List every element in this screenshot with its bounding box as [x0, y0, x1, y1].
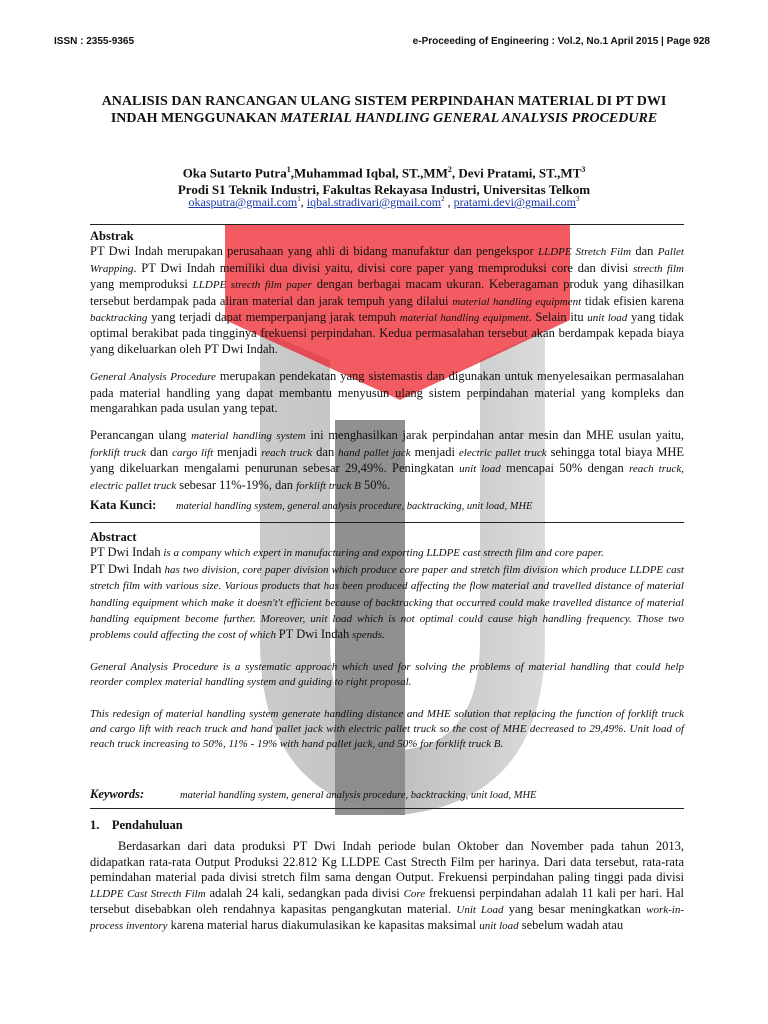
abstrak-para-1: PT Dwi Indah merupakan perusahaan yang ahli di bidang manufaktur dan pengekspor LLDPE Stretch Film dan Pallet Wrapping. PT Dwi Indah memiliki dua divisi yaitu, divisi core paper yang memproduksi core dan divisi strecth film yang memproduksi LLDPE strecth film paper dengan berbagai macam ukuran. Keberagaman produk yang dihasilkan tersebut berdampak pada aliran material dan jarak tempuh yang dilalui material handling equipment tidak efisien karena backtracking yang terjadi dapat memperpanjang jarak tempuh material handling equipment. Selain itu unit load yang tidak optimal berakibat pada tingginya frekuensi perpindahan. Kedua permasalahan tersebut akan berdampak kepada biaya yang dikeluarkan oleh PT Dwi Indah. [90, 244, 685, 356]
keywords-text: material handling system, general analysis procedure, backtracking, unit load, MHE [180, 790, 537, 801]
pendahuluan-para-1: Berdasarkan dari data produksi PT Dwi Indah periode bulan Oktober dan November pada tahun 2013, didapatkan rata-rata Output Produksi 22.812 Kg LLDPE Cast Strecth Film per harinya. Dari data tersebut, rata-rata pemindahan material pada divisi stretch film sama dengan Output. Frekuensi perpindahan paling tinggi pada divisi LLDPE Cast Strecth Film adalah 24 kali, sedangkan pada divisi Core frekuensi perpindahan adalah 11 kali per hari. Hal tersebut disebabkan oleh rendahnya kapasitas pengangkutan material. Unit Load yang besar meningkatkan work-in-process inventory karena material harus diakumulasikan ke kapasitas maksimal unit load sebelum wadah atau [90, 839, 684, 933]
abstrak-para-2: General Analysis Procedure merupakan pendekatan yang sistemastis dan digunakan untuk menyelesaikan permasalahan pada material handling yang dapat membantu menyusun ulang sistem perpindahan material yang kompleks dan mengarahkan pada usulan yang tepat. [90, 369, 684, 416]
paper-title: ANALISIS DAN RANCANGAN ULANG SISTEM PERPINDAHAN MATERIAL DI PT DWI INDAH MENGGUNAKAN MATERIAL HANDLING GENERAL ANALYSIS PROCEDURE [101, 94, 667, 126]
abstrak-section [90, 229, 684, 494]
keywords-label: Keywords: [90, 787, 145, 801]
pendahuluan-section [90, 818, 684, 935]
author-block: Oka Sutarto Putra$^1$,Muhammad Iqbal, $ST.,MM^2$, Devi Pratami, $ST.,MT^3$ Prodi S1 Teknik Industri, Fakultas Rekayasa Industri, Universitas Telkom [80, 161, 688, 198]
abstract-para-2: General Analysis Procedure is a systematic approach which used for solving the problems of material handling that could help reorder complex material handling system and guiding to right proposal. [90, 660, 684, 689]
kata-kunci-label: Kata Kunci: [90, 498, 157, 512]
abstrak-heading: Abstrak [90, 229, 134, 243]
divider [90, 224, 684, 225]
kata-kunci-text: material handling system, general analysis procedure, backtracking, unit load, MHE [176, 501, 533, 512]
abstract-section [90, 530, 684, 753]
abstrak-para-3: Perancangan ulang material handling system ini menghasilkan jarak perpindahan antar mesin dan MHE usulan yaitu, forklift truck dan cargo lift menjadi reach truck dan hand pallet jack menjadi electric pallet truck sehingga total biaya MHE yang dikeluarkan mengalami penurunan sebesar 29,49%. Peningkatan unit load mencapai 50% dengan reach truck, electric pallet truck sebesar 11%-19%, dan forklift truck B 50%. [90, 428, 685, 492]
keywords-row [90, 787, 684, 802]
abstract-para-3: This redesign of material handling system generate handling distance and MHE solution that replacing the function of forklift truck and cargo lift with reach truck and hand pallet jack with electric pallet truck so the cost of MHE decreased to 29,49%. Unit load of reach truck increasing to 50%, 11% - 19% with hand pallet jack, and 50% for forklift truck B. [90, 707, 684, 751]
pendahuluan-heading: 1. Pendahuluan [90, 818, 183, 832]
email-link-3[interactable]: pratami.devi@gmail.com [453, 195, 576, 209]
divider [90, 808, 684, 809]
email-link-1[interactable]: okasputra@gmail.com [188, 195, 298, 209]
divider [90, 522, 684, 523]
author-emails: okasputra@gmail.com$^1$, iqbal.stradivari@gmail.com$^2$ , pratami.devi@gmail.com$^3$ [188, 195, 580, 209]
proceeding-header: e-Proceeding of Engineering : Vol.2, No.1 April 2015 | Page 928 [412, 36, 710, 47]
email-link-2[interactable]: iqbal.stradivari@gmail.com [306, 195, 442, 209]
abstract-heading: Abstract [90, 530, 137, 544]
affiliation: Prodi S1 Teknik Industri, Fakultas Rekayasa Industri, Universitas Telkom [177, 182, 591, 198]
abstract-para-1: PT Dwi Indah is a company which expert in manufacturing and exporting LLDPE cast strecth film and core paper. PT Dwi Indah has two division, core paper division which produce core paper and stretch film division which produce LLDPE cast stretch film with various size. Various products that has been produced affecting the flow material and travelled distance of material handling equipment which make it doesn't't efficient because of backtracking that occurred could make travelled distance of material handling equipment become further. Moreover, unit load which is not optimal could cause high handling frequency. Those two problems could affecting the cost of which PT Dwi Indah spends. [90, 545, 684, 642]
issn-header: ISSN : 2355-9365 [54, 36, 135, 47]
kata-kunci-row [90, 498, 684, 513]
